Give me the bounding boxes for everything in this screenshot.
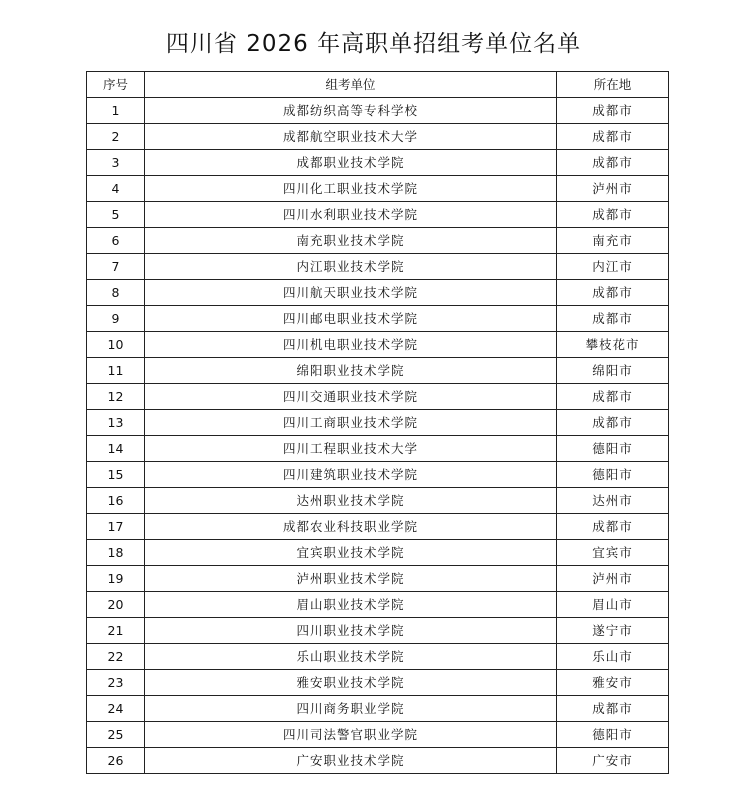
row-location-cell: 成都市 bbox=[557, 696, 669, 722]
row-index-cell: 9 bbox=[87, 306, 145, 332]
row-index-cell: 10 bbox=[87, 332, 145, 358]
table-row bbox=[87, 670, 669, 696]
row-index-cell: 18 bbox=[87, 540, 145, 566]
table-row bbox=[87, 514, 669, 540]
row-unit-cell: 内江职业技术学院 bbox=[145, 254, 557, 280]
row-location-cell: 绵阳市 bbox=[557, 358, 669, 384]
row-location-cell: 成都市 bbox=[557, 150, 669, 176]
row-unit-cell: 成都职业技术学院 bbox=[145, 150, 557, 176]
row-location-cell: 成都市 bbox=[557, 514, 669, 540]
row-unit-cell: 四川机电职业技术学院 bbox=[145, 332, 557, 358]
header-index: 序号 bbox=[87, 72, 145, 98]
row-index-cell: 16 bbox=[87, 488, 145, 514]
row-location-cell: 攀枝花市 bbox=[557, 332, 669, 358]
row-index-cell: 17 bbox=[87, 514, 145, 540]
row-location-cell: 成都市 bbox=[557, 384, 669, 410]
row-unit-cell: 南充职业技术学院 bbox=[145, 228, 557, 254]
row-index-cell: 8 bbox=[87, 280, 145, 306]
row-index-cell: 4 bbox=[87, 176, 145, 202]
row-index-cell: 22 bbox=[87, 644, 145, 670]
table-row bbox=[87, 566, 669, 592]
row-index-cell: 13 bbox=[87, 410, 145, 436]
table-row bbox=[87, 358, 669, 384]
row-location-cell: 成都市 bbox=[557, 202, 669, 228]
row-location-cell: 德阳市 bbox=[557, 462, 669, 488]
table-row bbox=[87, 150, 669, 176]
row-unit-cell: 达州职业技术学院 bbox=[145, 488, 557, 514]
row-index-cell: 19 bbox=[87, 566, 145, 592]
row-index-cell: 20 bbox=[87, 592, 145, 618]
row-index-cell: 3 bbox=[87, 150, 145, 176]
row-unit-cell: 眉山职业技术学院 bbox=[145, 592, 557, 618]
row-unit-cell: 泸州职业技术学院 bbox=[145, 566, 557, 592]
table-row bbox=[87, 98, 669, 124]
row-location-cell: 成都市 bbox=[557, 410, 669, 436]
page-title: 四川省 2026 年高职单招组考单位名单 bbox=[165, 31, 582, 58]
table-header-row bbox=[87, 72, 669, 98]
row-index-cell: 24 bbox=[87, 696, 145, 722]
table-row bbox=[87, 748, 669, 774]
table-row bbox=[87, 176, 669, 202]
row-location-cell: 乐山市 bbox=[557, 644, 669, 670]
row-unit-cell: 广安职业技术学院 bbox=[145, 748, 557, 774]
header-unit: 组考单位 bbox=[145, 72, 557, 98]
row-unit-cell: 乐山职业技术学院 bbox=[145, 644, 557, 670]
row-index-cell: 23 bbox=[87, 670, 145, 696]
row-unit-cell: 四川工程职业技术大学 bbox=[145, 436, 557, 462]
row-unit-cell: 绵阳职业技术学院 bbox=[145, 358, 557, 384]
row-index-cell: 25 bbox=[87, 722, 145, 748]
row-unit-cell: 四川工商职业技术学院 bbox=[145, 410, 557, 436]
table-row bbox=[87, 462, 669, 488]
row-index-cell: 21 bbox=[87, 618, 145, 644]
table-row bbox=[87, 436, 669, 462]
row-unit-cell: 四川交通职业技术学院 bbox=[145, 384, 557, 410]
row-unit-cell: 四川邮电职业技术学院 bbox=[145, 306, 557, 332]
row-index-cell: 15 bbox=[87, 462, 145, 488]
table-row bbox=[87, 384, 669, 410]
row-index-cell: 11 bbox=[87, 358, 145, 384]
table-row bbox=[87, 618, 669, 644]
table-row bbox=[87, 124, 669, 150]
table-row bbox=[87, 228, 669, 254]
row-unit-cell: 四川司法警官职业学院 bbox=[145, 722, 557, 748]
row-location-cell: 内江市 bbox=[557, 254, 669, 280]
row-location-cell: 泸州市 bbox=[557, 176, 669, 202]
header-location: 所在地 bbox=[557, 72, 669, 98]
row-index-cell: 12 bbox=[87, 384, 145, 410]
row-location-cell: 眉山市 bbox=[557, 592, 669, 618]
table-row bbox=[87, 696, 669, 722]
row-unit-cell: 宜宾职业技术学院 bbox=[145, 540, 557, 566]
table-row bbox=[87, 306, 669, 332]
row-unit-cell: 四川航天职业技术学院 bbox=[145, 280, 557, 306]
table-row bbox=[87, 540, 669, 566]
row-location-cell: 成都市 bbox=[557, 306, 669, 332]
row-location-cell: 成都市 bbox=[557, 98, 669, 124]
row-unit-cell: 成都农业科技职业学院 bbox=[145, 514, 557, 540]
row-index-cell: 14 bbox=[87, 436, 145, 462]
row-index-cell: 1 bbox=[87, 98, 145, 124]
table-row bbox=[87, 488, 669, 514]
exam-unit-table bbox=[86, 71, 669, 774]
row-location-cell: 德阳市 bbox=[557, 722, 669, 748]
row-unit-cell: 雅安职业技术学院 bbox=[145, 670, 557, 696]
table-row bbox=[87, 332, 669, 358]
table-body bbox=[87, 98, 669, 774]
table-row bbox=[87, 592, 669, 618]
row-unit-cell: 成都纺织高等专科学校 bbox=[145, 98, 557, 124]
row-location-cell: 成都市 bbox=[557, 124, 669, 150]
row-index-cell: 7 bbox=[87, 254, 145, 280]
table-row bbox=[87, 722, 669, 748]
row-location-cell: 广安市 bbox=[557, 748, 669, 774]
row-unit-cell: 四川建筑职业技术学院 bbox=[145, 462, 557, 488]
row-index-cell: 2 bbox=[87, 124, 145, 150]
row-index-cell: 5 bbox=[87, 202, 145, 228]
row-location-cell: 雅安市 bbox=[557, 670, 669, 696]
row-unit-cell: 四川化工职业技术学院 bbox=[145, 176, 557, 202]
row-location-cell: 达州市 bbox=[557, 488, 669, 514]
row-unit-cell: 四川水利职业技术学院 bbox=[145, 202, 557, 228]
row-location-cell: 遂宁市 bbox=[557, 618, 669, 644]
row-location-cell: 德阳市 bbox=[557, 436, 669, 462]
row-unit-cell: 四川商务职业学院 bbox=[145, 696, 557, 722]
row-unit-cell: 四川职业技术学院 bbox=[145, 618, 557, 644]
row-unit-cell: 成都航空职业技术大学 bbox=[145, 124, 557, 150]
table-row bbox=[87, 410, 669, 436]
row-index-cell: 6 bbox=[87, 228, 145, 254]
table-row bbox=[87, 202, 669, 228]
table-row bbox=[87, 280, 669, 306]
row-location-cell: 宜宾市 bbox=[557, 540, 669, 566]
row-location-cell: 泸州市 bbox=[557, 566, 669, 592]
row-location-cell: 成都市 bbox=[557, 280, 669, 306]
table-row bbox=[87, 254, 669, 280]
row-location-cell: 南充市 bbox=[557, 228, 669, 254]
table-row bbox=[87, 644, 669, 670]
row-index-cell: 26 bbox=[87, 748, 145, 774]
